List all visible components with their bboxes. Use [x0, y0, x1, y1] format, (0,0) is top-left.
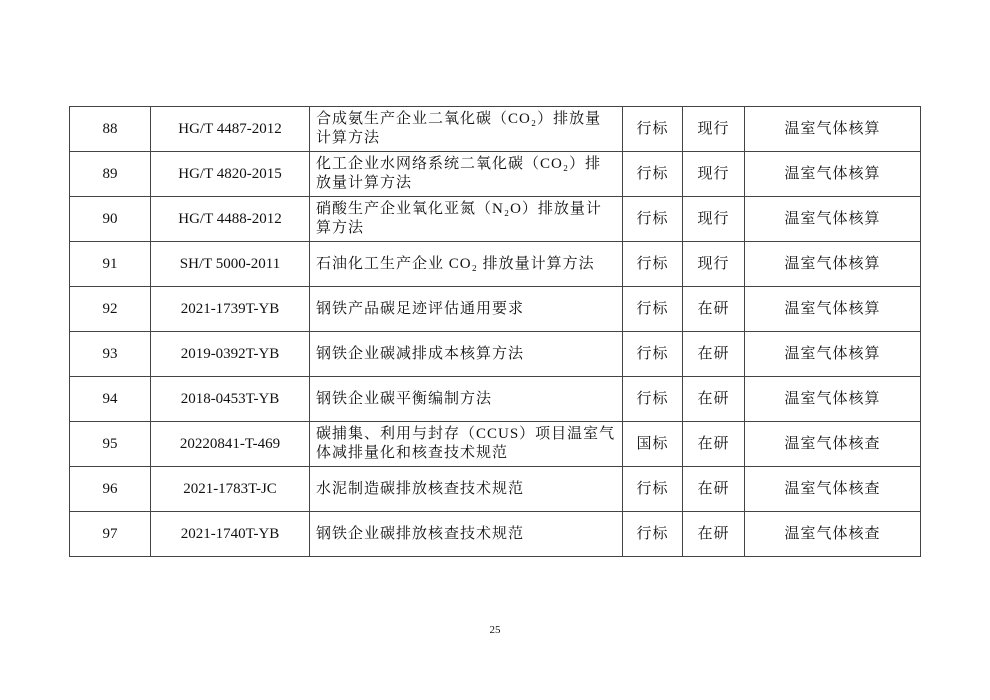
standard-level: 国标 [623, 422, 683, 467]
standard-code: 2021-1783T-JC [151, 467, 310, 512]
row-number: 89 [70, 152, 151, 197]
row-number: 94 [70, 377, 151, 422]
row-number: 88 [70, 107, 151, 152]
standard-level: 行标 [623, 512, 683, 557]
standard-code: 2021-1740T-YB [151, 512, 310, 557]
row-number: 92 [70, 287, 151, 332]
table-row [70, 152, 921, 197]
standard-status: 现行 [683, 197, 745, 242]
row-number: 97 [70, 512, 151, 557]
standard-category: 温室气体核算 [745, 152, 921, 197]
standard-level: 行标 [623, 467, 683, 512]
standards-table [69, 106, 921, 557]
page-number: 25 [489, 624, 501, 636]
standard-level: 行标 [623, 287, 683, 332]
standard-status: 在研 [683, 512, 745, 557]
standard-status: 现行 [683, 152, 745, 197]
standard-name: 钢铁企业碳排放核查技术规范 [310, 512, 623, 557]
table-row [70, 197, 921, 242]
table-row [70, 287, 921, 332]
standard-code: 20220841-T-469 [151, 422, 310, 467]
table-row [70, 332, 921, 377]
table-row [70, 512, 921, 557]
standard-name: 钢铁企业碳减排成本核算方法 [310, 332, 623, 377]
standard-category: 温室气体核查 [745, 512, 921, 557]
standard-name: 碳捕集、利用与封存（CCUS）项目温室气体减排量化和核查技术规范 [310, 422, 623, 467]
standard-level: 行标 [623, 242, 683, 287]
standard-code: HG/T 4487-2012 [151, 107, 310, 152]
standard-code: 2021-1739T-YB [151, 287, 310, 332]
table-row [70, 242, 921, 287]
standard-name: 钢铁产品碳足迹评估通用要求 [310, 287, 623, 332]
standard-code: 2018-0453T-YB [151, 377, 310, 422]
standard-level: 行标 [623, 332, 683, 377]
standard-level: 行标 [623, 152, 683, 197]
standard-status: 现行 [683, 242, 745, 287]
standard-status: 在研 [683, 332, 745, 377]
standard-status: 现行 [683, 107, 745, 152]
standard-category: 温室气体核查 [745, 422, 921, 467]
standard-level: 行标 [623, 197, 683, 242]
standard-name: 合成氨生产企业二氧化碳（CO₂）排放量计算方法 [310, 107, 623, 152]
standard-category: 温室气体核算 [745, 107, 921, 152]
standard-name: 钢铁企业碳平衡编制方法 [310, 377, 623, 422]
standard-category: 温室气体核算 [745, 242, 921, 287]
table-row [70, 467, 921, 512]
row-number: 96 [70, 467, 151, 512]
standard-status: 在研 [683, 467, 745, 512]
row-number: 95 [70, 422, 151, 467]
standard-category: 温室气体核算 [745, 197, 921, 242]
table-row [70, 422, 921, 467]
standard-category: 温室气体核算 [745, 377, 921, 422]
table-row [70, 377, 921, 422]
standard-name: 水泥制造碳排放核查技术规范 [310, 467, 623, 512]
standard-category: 温室气体核算 [745, 287, 921, 332]
row-number: 91 [70, 242, 151, 287]
standard-code: HG/T 4488-2012 [151, 197, 310, 242]
row-number: 93 [70, 332, 151, 377]
standard-category: 温室气体核查 [745, 467, 921, 512]
standard-code: HG/T 4820-2015 [151, 152, 310, 197]
standard-level: 行标 [623, 377, 683, 422]
standard-code: SH/T 5000-2011 [151, 242, 310, 287]
standard-name: 硝酸生产企业氧化亚氮（N₂O）排放量计算方法 [310, 197, 623, 242]
standard-name: 化工企业水网络系统二氧化碳（CO₂）排放量计算方法 [310, 152, 623, 197]
table-row [70, 107, 921, 152]
standard-level: 行标 [623, 107, 683, 152]
row-number: 90 [70, 197, 151, 242]
table-body [70, 107, 921, 557]
standard-status: 在研 [683, 377, 745, 422]
standard-status: 在研 [683, 422, 745, 467]
standard-code: 2019-0392T-YB [151, 332, 310, 377]
standard-status: 在研 [683, 287, 745, 332]
standard-name: 石油化工生产企业 CO₂ 排放量计算方法 [310, 242, 623, 287]
standard-category: 温室气体核算 [745, 332, 921, 377]
